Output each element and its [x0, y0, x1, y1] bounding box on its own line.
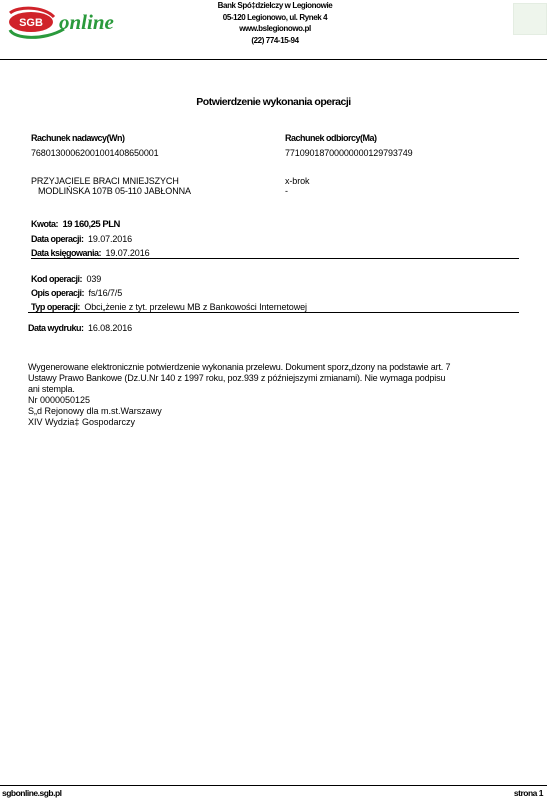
header-rule	[0, 59, 547, 60]
data-operacji-value: 19.07.2016	[87, 234, 133, 244]
data-ksiegowania-value: 19.07.2016	[105, 248, 150, 258]
document-title: Potwierdzenie wykonania operacji	[196, 96, 351, 108]
notice-line-2: Ustawy Prawo Bankowe (Dz.U.Nr 140 z 1997 roku, poz.939 z późniejszymi zmianami). Nie wymaga podpisu	[28, 373, 446, 383]
bank-address: 05-120 Legionowo, ul. Rynek 4	[222, 12, 328, 22]
notice-paragraph	[28, 362, 528, 395]
opis-operacji-label: Opis operacji:	[31, 288, 85, 298]
kod-operacji-value: 039	[86, 274, 102, 284]
sender-account: 76801300062001001408650001	[31, 148, 159, 158]
bank-name: Bank Spó‡dzielczy w Legionowie	[217, 1, 333, 10]
recipient-name-line1: x-brok	[285, 176, 310, 186]
bank-phone: (22) 774-15-94	[251, 35, 299, 45]
sgb-online-logo	[4, 5, 116, 39]
footer-site: sgbonline.sgb.pl	[2, 788, 62, 798]
kwota-label: Kwota:	[31, 219, 58, 229]
sender-name-line1: PRZYJACIELE BRACI MNIEJSZYCH	[31, 176, 179, 186]
corner-box	[513, 3, 547, 35]
footer-rule	[0, 785, 547, 786]
logo-wordmark: online	[59, 10, 114, 34]
data-wydruku-label: Data wydruku:	[28, 323, 84, 333]
data-operacji-label: Data operacji:	[31, 234, 84, 244]
registration-department: XIV Wydzia‡ Gospodarczy	[28, 417, 135, 427]
bank-header	[150, 0, 400, 46]
data-wydruku-value: 16.08.2016	[87, 323, 133, 333]
notice-line-3: ani stempla.	[28, 384, 75, 394]
sender-name-line2: MODLIŃSKA 107B 05-110 JABŁONNA	[38, 186, 191, 196]
notice-line-1: Wygenerowane elektronicznie potwierdzenie wykonania przelewu. Dokument sporz„dzony na podstawie art. 7	[28, 362, 451, 372]
recipient-label: Rachunek odbiorcy(Ma)	[285, 133, 377, 143]
bank-website: www.bslegionowo.pl	[239, 24, 311, 34]
section-rule-2	[28, 312, 519, 313]
data-ksiegowania-label: Data księgowania:	[31, 248, 102, 258]
opis-operacji-value: fs/16/7/5	[88, 288, 123, 298]
data-wydruku-row	[28, 318, 132, 336]
registration-court: S„d Rejonowy dla m.st.Warszawy	[28, 406, 162, 416]
typ-operacji-label: Typ operacji:	[31, 302, 80, 312]
recipient-account: 77109018700000000129793749	[285, 148, 413, 158]
registration-block	[28, 395, 162, 428]
registration-number: Nr 0000050125	[28, 395, 91, 405]
footer-page-number: strona 1	[513, 788, 543, 798]
typ-operacji-value: Obci„żenie z tyt. przelewu MB z Bankowości Internetowej	[84, 302, 307, 312]
logo-badge-text: SGB	[19, 17, 43, 29]
kwota-value: 19 160,25 PLN	[62, 219, 120, 230]
section-rule-1	[31, 258, 519, 259]
sender-label: Rachunek nadawcy(Wn)	[31, 133, 125, 143]
recipient-name-line2: -	[285, 186, 288, 196]
kod-operacji-label: Kod operacji:	[31, 274, 83, 284]
